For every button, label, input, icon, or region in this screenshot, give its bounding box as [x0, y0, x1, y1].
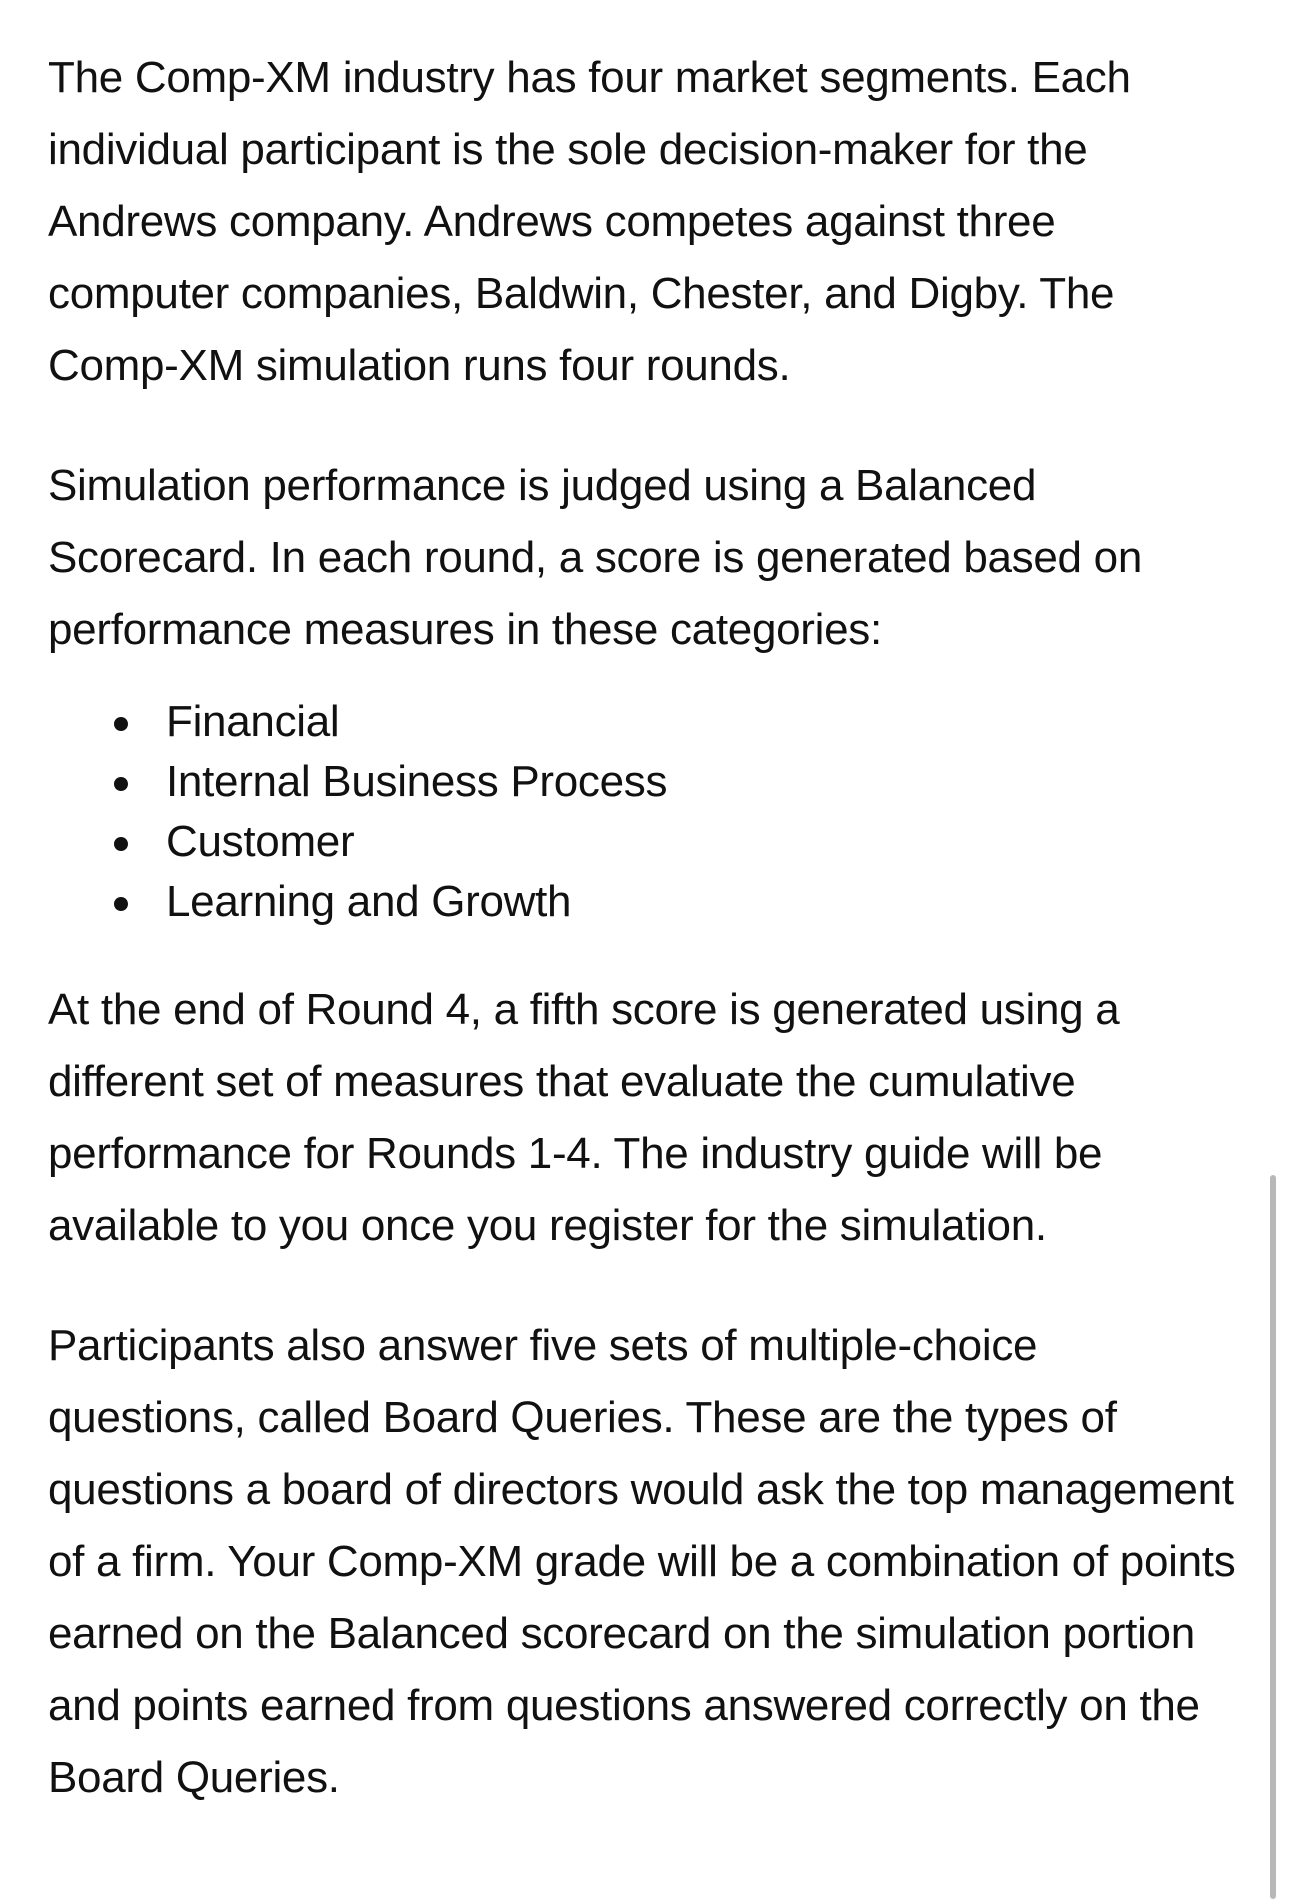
intro-paragraph: The Comp-XM industry has four market segments. Each individual participant is the sole decision-maker for the Andrews company. Andrews competes against three computer companies, Baldwin, Chester, and Digby. The Comp-XM simulation runs four rounds. — [48, 53, 1131, 390]
scorecard-paragraph: Simulation performance is judged using a Balanced Scorecard. In each round, a score is generated based on performance measures in these categories: — [48, 461, 1142, 654]
list-item — [104, 812, 1238, 872]
category-label: Customer — [166, 817, 355, 866]
fifth-score-paragraph: At the end of Round 4, a fifth score is generated using a different set of measures that evaluate the cumulative performance for Rounds 1-4. The industry guide will be available to you once you register for the simulation. — [48, 985, 1120, 1250]
categories-list — [48, 692, 1238, 932]
bullet-icon — [114, 777, 128, 791]
board-queries-paragraph: Participants also answer five sets of multiple-choice questions, called Board Queries. These are the types of questions a board of directors would ask the top management of a firm. Your Comp-XM grade will be a combination of points earned on the Balanced scorecard on the simulation portion and points earned from questions answered correctly on the Board Queries. — [48, 1321, 1236, 1802]
scrollbar[interactable] — [1270, 1175, 1276, 1899]
category-label: Internal Business Process — [166, 757, 668, 806]
category-label: Learning and Growth — [166, 877, 572, 926]
bullet-icon — [114, 897, 128, 911]
bullet-icon — [114, 717, 128, 731]
article-body — [48, 42, 1238, 1814]
bullet-icon — [114, 837, 128, 851]
list-item — [104, 872, 1238, 932]
list-item — [104, 692, 1238, 752]
category-label: Financial — [166, 697, 340, 746]
list-item — [104, 752, 1238, 812]
